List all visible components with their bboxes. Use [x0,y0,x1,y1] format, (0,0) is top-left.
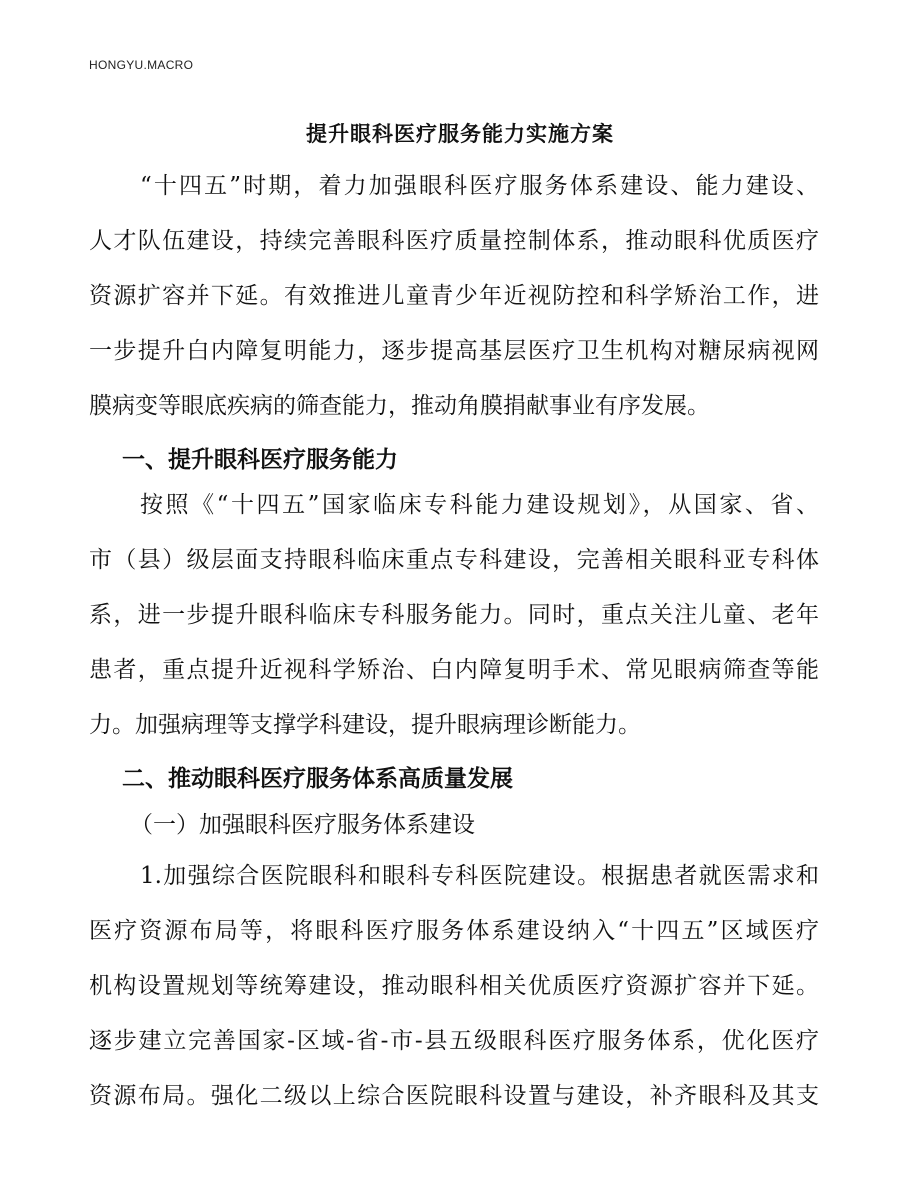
paragraph-line: 力。加强病理等支撑学科建设，提升眼病理诊断能力。 [89,712,641,738]
paragraph-line: 资源布局。强化二级以上综合医院眼科设置与建设，补齐眼科及其支 [89,1083,819,1109]
intro-line: 资源扩容并下延。有效推进儿童青少年近视防控和科学矫治工作，进 [89,283,819,309]
paragraph-line: 机构设置规划等统筹建设，推动眼科相关优质医疗资源扩容并下延。 [89,973,819,999]
intro-line: 膜病变等眼底疾病的筛查能力，推动角膜捐献事业有序发展。 [89,393,710,419]
paragraph-line: 市（县）级层面支持眼科临床重点专科建设，完善相关眼科亚专科体 [89,547,819,573]
paragraph-line: 按照《“十四五”国家临床专科能力建设规划》，从国家、省、 [140,492,819,518]
document-title: 提升眼科医疗服务能力实施方案 [306,122,614,146]
intro-line: “十四五”时期，着力加强眼科医疗服务体系建设、能力建设、 [140,173,819,199]
paragraph-line: 患者，重点提升近视科学矫治、白内障复明手术、常见眼病筛查等能 [89,657,819,683]
paragraph-line: 逐步建立完善国家-区域-省-市-县五级眼科医疗服务体系，优化医疗 [89,1028,819,1054]
subsection-heading: （一）加强眼科医疗服务体系建设 [130,812,475,838]
paragraph-line: 1.加强综合医院眼科和眼科专科医院建设。根据患者就医需求和 [140,863,819,889]
section-heading: 一、提升眼科医疗服务能力 [122,447,398,473]
paragraph-line: 系，进一步提升眼科临床专科服务能力。同时，重点关注儿童、老年 [89,602,819,628]
intro-line: 一步提升白内障复明能力，逐步提高基层医疗卫生机构对糖尿病视网 [89,338,819,364]
header-watermark: HONGYU.MACRO [89,58,194,72]
intro-line: 人才队伍建设，持续完善眼科医疗质量控制体系，推动眼科优质医疗 [89,228,819,254]
paragraph-line: 医疗资源布局等，将眼科医疗服务体系建设纳入“十四五”区域医疗 [89,918,819,944]
section-heading: 二、推动眼科医疗服务体系高质量发展 [122,766,513,792]
